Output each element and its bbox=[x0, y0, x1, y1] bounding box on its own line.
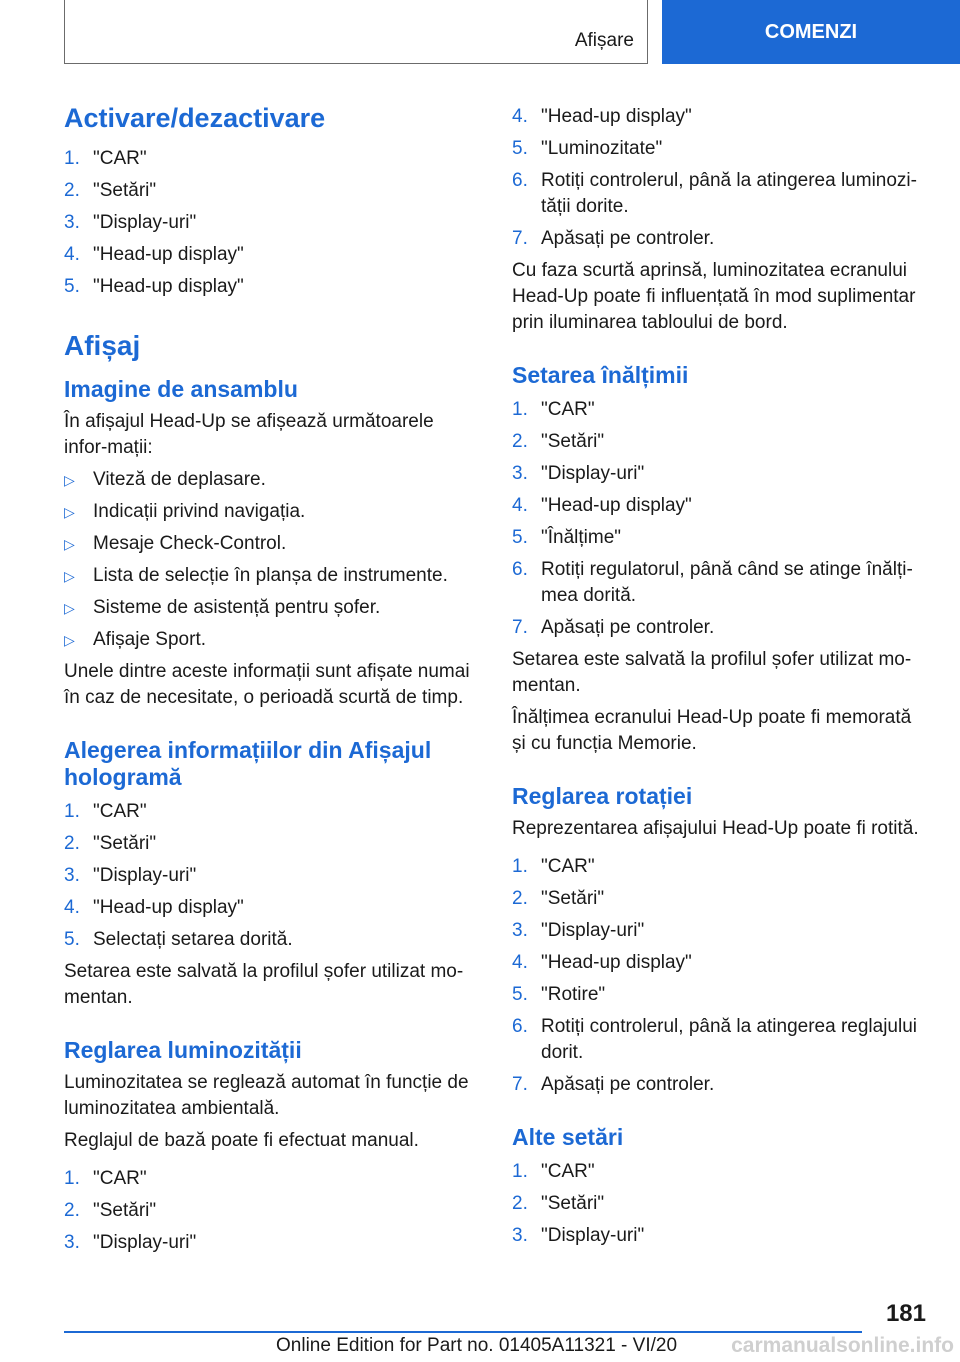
step-number: 6. bbox=[512, 1016, 528, 1037]
left-column bbox=[64, 100, 482, 1262]
step-number: 4. bbox=[512, 495, 528, 516]
height-steps bbox=[512, 397, 930, 641]
list-item bbox=[512, 104, 930, 130]
step-text: "Luminozitate" bbox=[541, 138, 663, 159]
list-item bbox=[64, 595, 482, 621]
height-note2: Înălțimea ecranului Head-Up poate fi memorată și cu funcția Memorie. bbox=[512, 707, 912, 754]
list-item bbox=[512, 854, 930, 880]
list-item bbox=[512, 168, 930, 220]
display-bullets bbox=[64, 467, 482, 653]
step-number: 7. bbox=[512, 1074, 528, 1095]
step-text: "Setări" bbox=[93, 180, 157, 201]
step-number: 1. bbox=[512, 1161, 528, 1182]
step-number: 7. bbox=[512, 617, 528, 638]
step-number: 1. bbox=[64, 1168, 80, 1189]
step-number: 2. bbox=[64, 833, 80, 854]
list-item bbox=[64, 799, 482, 825]
triangle-bullet-icon: ▷ bbox=[64, 568, 75, 584]
step-text: "Display-uri" bbox=[541, 920, 645, 941]
step-text: "Display-uri" bbox=[541, 1225, 645, 1246]
step-number: 2. bbox=[64, 1200, 80, 1221]
step-number: 4. bbox=[512, 106, 528, 127]
step-number: 2. bbox=[512, 1193, 528, 1214]
bullet-text: Lista de selecție în planșa de instrumente. bbox=[93, 565, 448, 586]
step-number: 6. bbox=[512, 170, 528, 191]
list-item bbox=[64, 1230, 482, 1256]
step-text: "CAR" bbox=[541, 399, 595, 420]
step-text: "Rotire" bbox=[541, 984, 606, 1005]
step-text: "Display-uri" bbox=[93, 212, 197, 233]
step-text: Apăsați pe controler. bbox=[541, 1074, 715, 1095]
brightness-cont-note: Cu faza scurtă aprinsă, luminozitatea ecranului Head-Up poate fi influențată în mod suplimentar prin iluminarea tabloului de bord. bbox=[512, 260, 916, 333]
bullet-text: Sisteme de asistență pentru șofer. bbox=[93, 597, 381, 618]
step-text: Apăsați pe controler. bbox=[541, 228, 715, 249]
footer-edition: Online Edition for Part no. 01405A11321 - VI/20 bbox=[276, 1335, 678, 1356]
brightness-p2: Reglajul de bază poate fi efectuat manual. bbox=[64, 1130, 419, 1151]
step-number: 4. bbox=[64, 244, 80, 265]
right-column bbox=[512, 104, 930, 1255]
step-number: 2. bbox=[512, 888, 528, 909]
list-item bbox=[512, 1014, 930, 1066]
list-item bbox=[512, 397, 930, 423]
step-text: "CAR" bbox=[541, 1161, 595, 1182]
list-item bbox=[512, 136, 930, 162]
step-text: "Head-up display" bbox=[93, 897, 244, 918]
display-note: Unele dintre aceste informații sunt afișate numai în caz de necesitate, o perioadă scurtă de timp. bbox=[64, 661, 470, 708]
step-text: "CAR" bbox=[93, 801, 147, 822]
step-number: 4. bbox=[64, 897, 80, 918]
step-number: 6. bbox=[512, 559, 528, 580]
step-text: "Setări" bbox=[93, 1200, 157, 1221]
list-item bbox=[64, 531, 482, 557]
step-number: 3. bbox=[512, 920, 528, 941]
list-item bbox=[64, 146, 482, 172]
step-text: "Head-up display" bbox=[541, 106, 692, 127]
step-text: Selectați setarea dorită. bbox=[93, 929, 293, 950]
footer-divider bbox=[64, 1331, 862, 1333]
step-text: "Head-up display" bbox=[541, 952, 692, 973]
brightness-steps-cont bbox=[512, 104, 930, 252]
triangle-bullet-icon: ▷ bbox=[64, 536, 75, 552]
step-text: Apăsați pe controler. bbox=[541, 617, 715, 638]
list-item bbox=[64, 927, 482, 953]
list-item bbox=[64, 563, 482, 589]
list-item bbox=[512, 950, 930, 976]
bullet-text: Afișaje Sport. bbox=[93, 629, 206, 650]
step-text: "Setări" bbox=[541, 431, 605, 452]
step-number: 7. bbox=[512, 228, 528, 249]
step-number: 5. bbox=[64, 929, 80, 950]
activation-steps bbox=[64, 146, 482, 300]
list-item bbox=[512, 982, 930, 1008]
list-item bbox=[512, 429, 930, 455]
display-intro: În afișajul Head-Up se afișează următoarele infor-mații: bbox=[64, 411, 434, 458]
list-item bbox=[64, 1166, 482, 1192]
step-text: "Head-up display" bbox=[541, 495, 692, 516]
triangle-bullet-icon: ▷ bbox=[64, 600, 75, 616]
triangle-bullet-icon: ▷ bbox=[64, 504, 75, 520]
list-item bbox=[64, 178, 482, 204]
step-text: "CAR" bbox=[93, 1168, 147, 1189]
list-item bbox=[64, 274, 482, 300]
heading-height: Setarea înălțimii bbox=[512, 362, 689, 388]
bullet-text: Viteză de deplasare. bbox=[93, 469, 266, 490]
step-number: 3. bbox=[512, 1225, 528, 1246]
list-item bbox=[512, 886, 930, 912]
hologram-note: Setarea este salvată la profilul șofer utilizat mo-mentan. bbox=[64, 961, 464, 1008]
step-number: 1. bbox=[64, 148, 80, 169]
page-number: 181 bbox=[885, 1300, 926, 1327]
step-number: 5. bbox=[512, 527, 528, 548]
list-item bbox=[64, 499, 482, 525]
step-number: 1. bbox=[64, 801, 80, 822]
brightness-p1: Luminozitatea se reglează automat în funcție de luminozitatea ambientală. bbox=[64, 1072, 469, 1119]
step-text: "Înălțime" bbox=[541, 527, 622, 548]
step-text: "CAR" bbox=[541, 856, 595, 877]
heading-rotation: Reglarea rotației bbox=[512, 783, 693, 809]
list-item bbox=[512, 918, 930, 944]
list-item bbox=[64, 242, 482, 268]
list-item bbox=[64, 895, 482, 921]
list-item bbox=[64, 627, 482, 653]
triangle-bullet-icon: ▷ bbox=[64, 632, 75, 648]
heading-other: Alte setări bbox=[512, 1124, 624, 1150]
list-item bbox=[64, 1198, 482, 1224]
step-text: "Setări" bbox=[541, 1193, 605, 1214]
height-note1: Setarea este salvată la profilul șofer utilizat mo-mentan. bbox=[512, 649, 912, 696]
step-number: 5. bbox=[512, 984, 528, 1005]
header-frame bbox=[64, 0, 648, 64]
heading-display: Afișaj bbox=[64, 330, 141, 361]
step-text: Rotiți controlerul, până la atingerea reglajului dorit. bbox=[541, 1016, 918, 1063]
step-text: "Display-uri" bbox=[541, 463, 645, 484]
step-number: 3. bbox=[64, 212, 80, 233]
list-item bbox=[512, 1159, 930, 1185]
list-item bbox=[512, 525, 930, 551]
step-number: 1. bbox=[512, 856, 528, 877]
heading-overview: Imagine de ansamblu bbox=[64, 376, 298, 402]
heading-hologram: Alegerea informațiilor din Afișajul hologramă bbox=[64, 737, 432, 790]
list-item bbox=[512, 461, 930, 487]
step-number: 3. bbox=[64, 1232, 80, 1253]
list-item bbox=[512, 557, 930, 609]
step-text: Rotiți regulatorul, până când se atinge înălți-mea dorită. bbox=[541, 559, 913, 606]
step-number: 2. bbox=[64, 180, 80, 201]
list-item bbox=[512, 1191, 930, 1217]
tab-comenzi[interactable]: COMENZI bbox=[662, 0, 960, 64]
step-text: "CAR" bbox=[93, 148, 147, 169]
list-item bbox=[64, 863, 482, 889]
step-number: 4. bbox=[512, 952, 528, 973]
step-text: "Display-uri" bbox=[93, 865, 197, 886]
step-number: 1. bbox=[512, 399, 528, 420]
brightness-steps bbox=[64, 1166, 482, 1256]
other-steps bbox=[512, 1159, 930, 1249]
list-item bbox=[512, 1072, 930, 1098]
watermark: carmanualsonline.info bbox=[731, 1334, 954, 1357]
step-number: 3. bbox=[512, 463, 528, 484]
step-number: 5. bbox=[512, 138, 528, 159]
step-number: 2. bbox=[512, 431, 528, 452]
list-item bbox=[512, 1223, 930, 1249]
step-text: "Display-uri" bbox=[93, 1232, 197, 1253]
step-text: "Setări" bbox=[541, 888, 605, 909]
list-item bbox=[64, 831, 482, 857]
rotation-steps bbox=[512, 854, 930, 1098]
list-item bbox=[64, 467, 482, 493]
step-text: Rotiți controlerul, până la atingerea luminozi-tății dorite. bbox=[541, 170, 917, 217]
bullet-text: Mesaje Check-Control. bbox=[93, 533, 287, 554]
hologram-steps bbox=[64, 799, 482, 953]
list-item bbox=[64, 210, 482, 236]
heading-activation: Activare/dezactivare bbox=[64, 103, 326, 133]
heading-brightness: Reglarea luminozității bbox=[64, 1037, 302, 1063]
section-title: Afișare bbox=[574, 30, 634, 51]
bullet-text: Indicații privind navigația. bbox=[93, 501, 306, 522]
list-item bbox=[512, 226, 930, 252]
rotation-intro: Reprezentarea afișajului Head-Up poate fi rotită. bbox=[512, 818, 919, 839]
step-number: 3. bbox=[64, 865, 80, 886]
step-number: 5. bbox=[64, 276, 80, 297]
step-text: "Setări" bbox=[93, 833, 157, 854]
step-text: "Head-up display" bbox=[93, 276, 244, 297]
step-text: "Head-up display" bbox=[93, 244, 244, 265]
list-item bbox=[512, 615, 930, 641]
triangle-bullet-icon: ▷ bbox=[64, 472, 75, 488]
list-item bbox=[512, 493, 930, 519]
